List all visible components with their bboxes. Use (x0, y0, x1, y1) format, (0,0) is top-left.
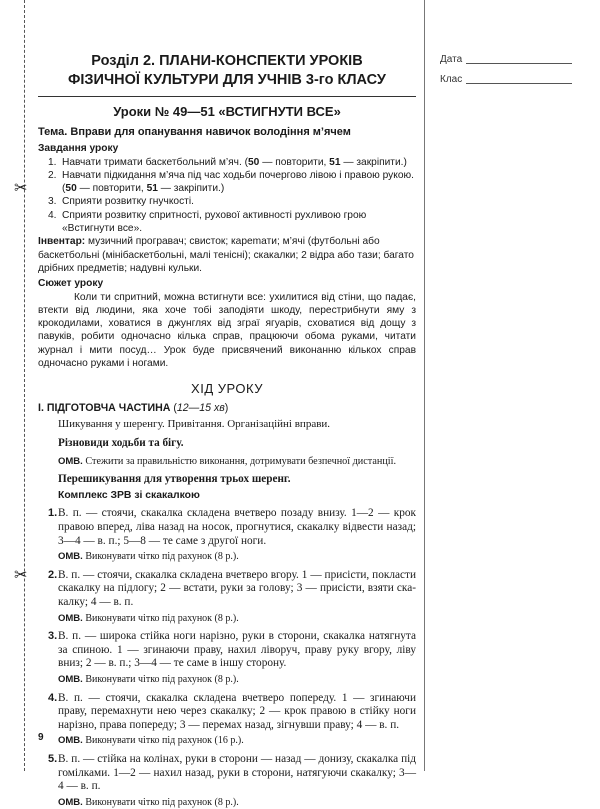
task-number: 1. (48, 156, 57, 168)
part1-title: І. ПІДГОТОВЧА ЧАСТИНА (38, 401, 171, 414)
exercise-omv-text: Виконувати чітко під рахунок (8 р.). (82, 551, 239, 563)
exercise-text: В. п. — широка стійка ноги нарізно, руки в сторони, скакалка натягнута за спиною. 1 — згинаючи праву, нахил ліворуч, праву руку вгору, ліву вниз; 2 — в. п.; 3—4 — те саме в іншу сторону. (58, 630, 416, 670)
task-text: Навчати підкидання м’яча під час ходьби почергово лівою і правою рукою. ( (62, 169, 414, 195)
exercise-item (38, 692, 416, 748)
walk-omv-text: Стежити за правильністю виконання, дотримувати безпечної дистанції. (82, 455, 396, 467)
exercise-number: 5. (48, 752, 58, 765)
tasks-list (38, 156, 416, 236)
task-bold: 50 (65, 183, 77, 195)
topic-text: Вправи для опанування навичок володіння м’ячем (70, 126, 351, 138)
task-text: — повторити, (76, 183, 147, 195)
part1-heading: І. ПІДГОТОВЧА ЧАСТИНА (12—15 хв) (38, 401, 229, 414)
chapter-title (38, 52, 416, 90)
rebuild: Перешикування для утворення трьох шеренг. (58, 472, 291, 485)
plot-heading: Сюжет уроку (38, 278, 104, 290)
complex-title: Комплекс ЗРВ зі скакалкою (58, 490, 200, 502)
scissors-icon: ✂ (14, 180, 28, 197)
exercises-list (38, 507, 416, 809)
class-field (440, 74, 572, 85)
exercise-omv-text: Виконувати чітко під рахунок (16 р.). (82, 735, 244, 747)
exercise-omv (58, 796, 416, 809)
part1-intro: Шикування у шеренгу. Привітання. Організаційні вправи. (58, 417, 331, 430)
task-bold: 51 (329, 156, 341, 168)
chapter-title-line2: ФІЗИЧНОЇ КУЛЬТУРИ ДЛЯ УЧНІВ 3-го КЛАСУ (68, 72, 386, 88)
walk-title: Різновиди ходьби та бігу. (58, 437, 184, 450)
exercise-text: В. п. — стоячи, скакалка складена вчетверо попереду. 1 — згинаючи праву, перемахнути нею через скакалку; 2 — крок правою в стійку ноги нарізно, права попереду; 3 — перемах назад, зігнувши праву; 4 — в. п. (58, 691, 416, 731)
date-field (440, 54, 572, 65)
task-text: Сприяти розвитку спритності, рухової активності рухливою грою «Встигнути все». (62, 209, 367, 235)
exercise-omv (58, 612, 416, 626)
task-number: 2. (48, 169, 57, 181)
exercise-omv-text: Виконувати чітко під рахунок (8 р.). (82, 796, 239, 808)
task-item (38, 209, 416, 236)
inventory-text: музичний програвач; свисток; карemати; м’ячі (футбольні або баскетбольні (мінібаскетбольні, малі тенісні); скакалки; 2 відра або тази; багато дрібних предметів; надувні кульки. (38, 236, 414, 274)
exercise-number: 4. (48, 691, 58, 704)
exercise-omv-label: ОМВ. (58, 551, 83, 563)
exercise-item (38, 507, 416, 563)
task-text: Сприяти розвитку гнучкості. (62, 196, 194, 208)
exercise-omv (58, 734, 416, 748)
lesson-body (38, 126, 416, 809)
course-heading: ХІД УРОКУ (191, 381, 263, 397)
plot-text: Коли ти спритний, можна встигнути все: ухилитися від стіни, що падає, втекти від людини, яка хоче тобі заподіяти шкоду, перестрибнути яму з крокодилами, ховатися в джунглях від зграї ягуарів, сховатися від дощу з павуків, робити одночасно кілька справ, працюючи обома руками, читати журнал і мити посуд… Урок буде присвячений виконанню кількох справ одночасно руками і ногами. (38, 291, 416, 370)
task-item (38, 156, 416, 169)
inventory (38, 235, 416, 275)
walk-omv (38, 455, 416, 468)
exercise-item (38, 569, 416, 625)
class-label: Клас (440, 74, 463, 85)
exercise-number: 1. (48, 507, 58, 520)
walk-omv-label: ОМВ. (58, 455, 83, 467)
exercise-omv-text: Виконувати чітко під рахунок (8 р.). (82, 612, 239, 624)
tasks-heading: Завдання уроку (38, 143, 119, 155)
exercise-item (38, 753, 416, 809)
scissors-icon: ✂ (14, 567, 28, 584)
task-bold: 51 (146, 183, 158, 195)
task-text: — закріпити.) (157, 183, 225, 195)
part1-time: 12—15 хв (176, 401, 225, 414)
cut-line (24, 0, 25, 771)
task-text: — закріпити.) (340, 156, 407, 168)
page-number: 9 (38, 732, 44, 743)
exercise-omv-label: ОМВ. (58, 735, 83, 747)
chapter-title-line1: Розділ 2. ПЛАНИ-КОНСПЕКТИ УРОКІВ (91, 53, 363, 69)
exercise-number: 2. (48, 568, 58, 581)
date-label: Дата (440, 54, 463, 65)
date-line (466, 63, 572, 64)
task-bold: 50 (248, 156, 260, 168)
task-text: — повторити, (259, 156, 330, 168)
task-text: Навчати тримати баскетбольний м’яч. ( (62, 156, 249, 168)
class-line (466, 83, 572, 84)
exercise-omv-label: ОМВ. (58, 796, 83, 808)
exercise-number: 3. (48, 630, 58, 643)
exercise-omv (58, 673, 416, 687)
task-number: 3. (48, 196, 57, 208)
exercise-omv-text: Виконувати чітко під рахунок (8 р.). (82, 673, 239, 685)
exercise-omv (58, 550, 416, 564)
topic-label: Тема. (38, 126, 68, 138)
inventory-label: Інвентар: (38, 236, 86, 248)
title-rule (38, 96, 416, 97)
exercise-text: В. п. — стоячи, скакалка складена вчетверо вгору. 1 — присісти, покласти скакалку на підлогу; 2 — встати, руки за голову; 3 — присісти, взяти скакалку; 4 — в. п. (58, 568, 416, 608)
task-number: 4. (48, 209, 57, 221)
exercise-omv-label: ОМВ. (58, 673, 83, 685)
exercise-omv-label: ОМВ. (58, 612, 83, 624)
task-item (38, 169, 416, 196)
lesson-title: Уроки № 49—51 «ВСТИГНУТИ ВСЕ» (113, 104, 341, 119)
topic (38, 126, 416, 139)
task-item (38, 195, 416, 208)
exercise-item (38, 630, 416, 686)
exercise-text: В. п. — стоячи, скакалка складена вчетверо позаду внизу. 1—2 — крок правою вперед, ліва назад на носок, прогнутися, скакалку відвести назад; 3—4 — в. п.; 5—8 — те саме з другої ноги. (58, 507, 416, 547)
margin-divider (424, 0, 425, 771)
exercise-text: В. п. — стійка на колінах, руки в сторони — назад — донизу, скакалка під гомілками. 1—2 — нахил назад, руки в сторони, натягуючи скакалку; 3—4 — в. п. (58, 752, 416, 793)
